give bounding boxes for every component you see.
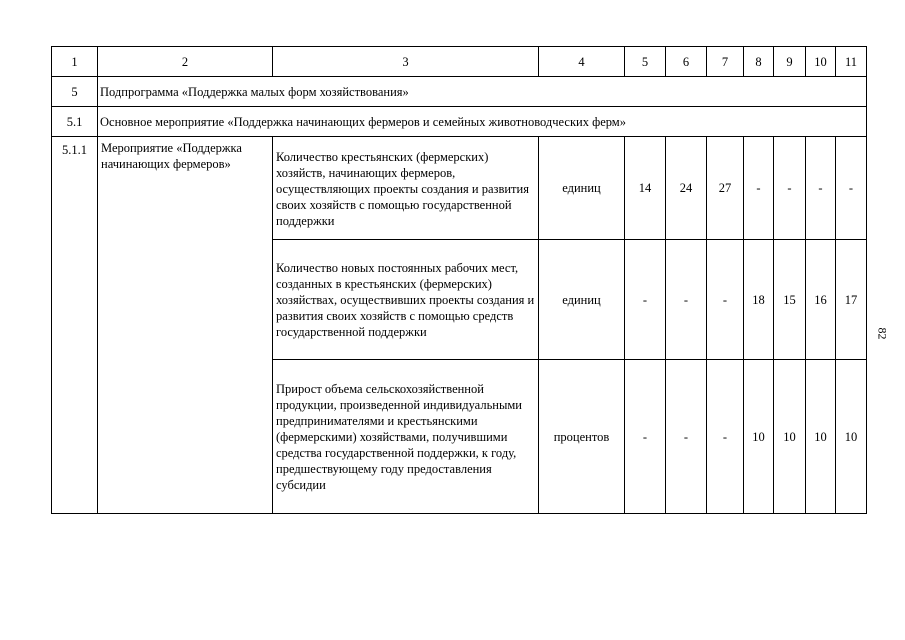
header-cell: 2 <box>98 47 273 77</box>
header-cell: 11 <box>836 47 867 77</box>
measure-title: Мероприятие «Поддержка начинающих фермеров» <box>98 137 273 514</box>
header-row <box>52 47 867 77</box>
indicator-unit: единиц <box>539 137 625 240</box>
table-row <box>52 137 867 240</box>
header-cell: 3 <box>273 47 539 77</box>
value-cell: - <box>806 137 836 240</box>
value-cell: 15 <box>774 240 806 360</box>
value-cell: 14 <box>625 137 666 240</box>
indicator-unit: единиц <box>539 240 625 360</box>
main-event-title: Основное мероприятие «Поддержка начинающих фермеров и семейных животноводческих ферм» <box>98 107 867 137</box>
subprogram-title: Подпрограмма «Поддержка малых форм хозяйствования» <box>98 77 867 107</box>
header-cell: 8 <box>744 47 774 77</box>
value-cell: 10 <box>774 360 806 514</box>
value-cell: 10 <box>836 360 867 514</box>
main-event-number: 5.1 <box>52 107 98 137</box>
indicator-unit: процентов <box>539 360 625 514</box>
header-cell: 4 <box>539 47 625 77</box>
indicator-description: Количество крестьянских (фермерских) хозяйств, начинающих фермеров, осуществляющих проекты создания и развития своих хозяйств с помощью государственной поддержки <box>273 137 539 240</box>
value-cell: 27 <box>707 137 744 240</box>
value-cell: - <box>625 240 666 360</box>
value-cell: - <box>707 360 744 514</box>
value-cell: 24 <box>666 137 707 240</box>
value-cell: - <box>666 240 707 360</box>
value-cell: 10 <box>744 360 774 514</box>
header-cell: 5 <box>625 47 666 77</box>
value-cell: 17 <box>836 240 867 360</box>
value-cell: - <box>625 360 666 514</box>
value-cell: - <box>744 137 774 240</box>
value-cell: 10 <box>806 360 836 514</box>
value-cell: 18 <box>744 240 774 360</box>
value-cell: - <box>774 137 806 240</box>
header-cell: 10 <box>806 47 836 77</box>
value-cell: - <box>836 137 867 240</box>
header-cell: 9 <box>774 47 806 77</box>
subprogram-number: 5 <box>52 77 98 107</box>
header-cell: 7 <box>707 47 744 77</box>
header-cell: 1 <box>52 47 98 77</box>
value-cell: - <box>707 240 744 360</box>
value-cell: - <box>666 360 707 514</box>
indicator-description: Количество новых постоянных рабочих мест, созданных в крестьянских (фермерских) хозяйствах, осуществивших проекты создания и развития своих хозяйств с помощью средств государственной поддержки <box>273 240 539 360</box>
subprogram-row <box>52 77 867 107</box>
header-cell: 6 <box>666 47 707 77</box>
main-event-row <box>52 107 867 137</box>
indicators-table <box>51 46 867 514</box>
indicator-description: Прирост объема сельскохозяйственной продукции, произведенной индивидуальными предпринимателями и крестьянскими (фермерскими) хозяйствами, получившими средства государственной поддержки, к году, предшествующему году предоставления субсидии <box>273 360 539 514</box>
measure-number: 5.1.1 <box>52 137 98 514</box>
page-number: 82 <box>875 327 890 340</box>
value-cell: 16 <box>806 240 836 360</box>
